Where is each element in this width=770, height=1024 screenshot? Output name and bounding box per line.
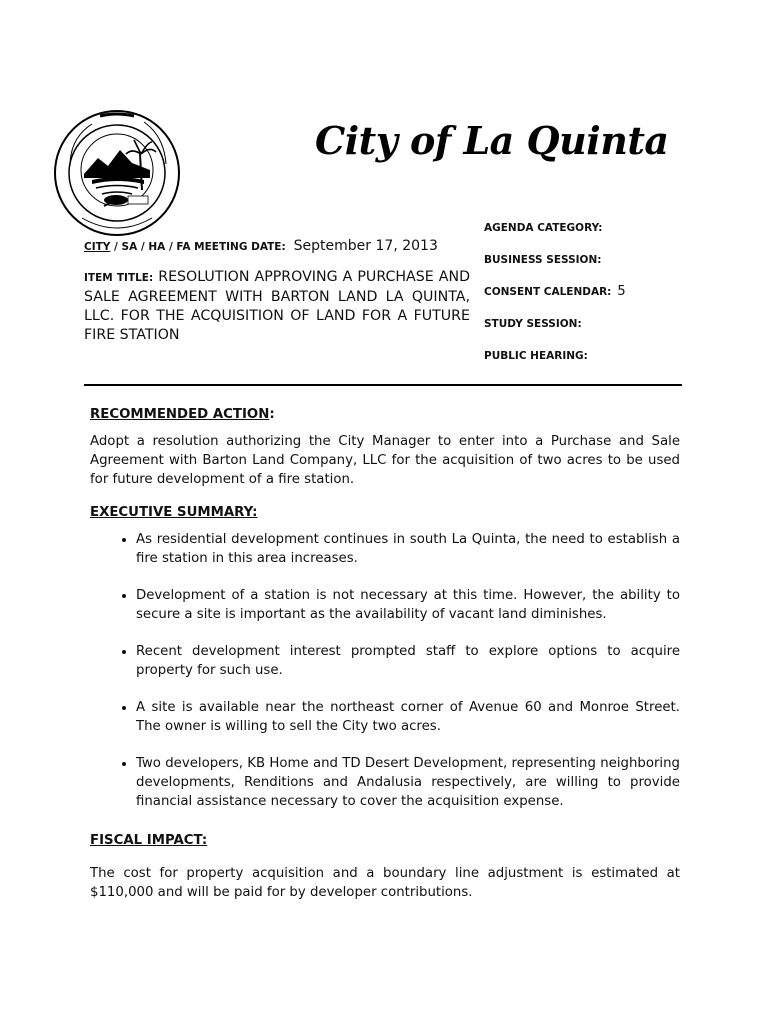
fiscal-impact-text: The cost for property acquisition and a boundary line adjustment is estimated at $110,000 and will be paid for by developer contributions.	[90, 866, 680, 900]
meeting-info	[84, 238, 470, 345]
executive-summary-heading: EXECUTIVE SUMMARY:	[90, 505, 258, 520]
fiscal-impact-heading: FISCAL IMPACT:	[90, 833, 208, 848]
recommended-action-heading-row: RECOMMENDED ACTION:	[90, 407, 275, 422]
city-label: CITY	[84, 241, 111, 253]
consent-calendar-row	[484, 282, 684, 314]
study-session-label: STUDY SESSION:	[484, 318, 582, 330]
recommended-action-heading: RECOMMENDED ACTION	[90, 407, 270, 422]
list-item: • As residential development continues in south La Quinta, the need to establish a fire station in this area increases.	[136, 530, 680, 568]
executive-summary-list	[90, 530, 680, 811]
report-body	[90, 405, 680, 916]
agenda-category	[484, 218, 684, 378]
meeting-date-label: / SA / HA / FA MEETING DATE:	[110, 241, 286, 253]
meeting-date-line	[84, 238, 470, 254]
agenda-category-label: AGENDA CATEGORY:	[484, 222, 603, 234]
header-divider	[84, 384, 682, 386]
item-title-label: ITEM TITLE:	[84, 272, 154, 284]
consent-calendar-label: CONSENT CALENDAR:	[484, 286, 612, 298]
list-item: • A site is available near the northeast corner of Avenue 60 and Monroe Street. The owner is willing to sell the City two acres.	[136, 698, 680, 736]
list-item: • Recent development interest prompted staff to explore options to acquire property for such use.	[136, 642, 680, 680]
business-session-label: BUSINESS SESSION:	[484, 254, 602, 266]
la-quinta-city-seal-icon	[52, 108, 182, 238]
meeting-date: September 17, 2013	[293, 238, 438, 254]
list-item: • Two developers, KB Home and TD Desert Development, representing neighboring developments, Renditions and Andalusia respectively, are willing to provide financial assistance necessary to cover the acquisition expense.	[136, 754, 680, 811]
item-title-block	[84, 268, 470, 345]
public-hearing-label: PUBLIC HEARING:	[484, 350, 588, 362]
consent-calendar-value: 5	[617, 284, 626, 299]
list-item: • Development of a station is not necessary at this time. However, the ability to secure a site is important as the availability of vacant land diminishes.	[136, 586, 680, 624]
city-title: City of La Quinta	[315, 118, 669, 163]
recommended-action-text: Adopt a resolution authorizing the City Manager to enter into a Purchase and Sale Agreement with Barton Land Company, LLC for the acquisition of two acres to be used for future development of a fire station.	[90, 434, 680, 487]
item-title: RESOLUTION APPROVING A PURCHASE AND SALE AGREEMENT WITH BARTON LAND LA QUINTA, LLC. FOR THE ACQUISITION OF LAND FOR A FUTURE FIRE STATION	[84, 269, 471, 343]
